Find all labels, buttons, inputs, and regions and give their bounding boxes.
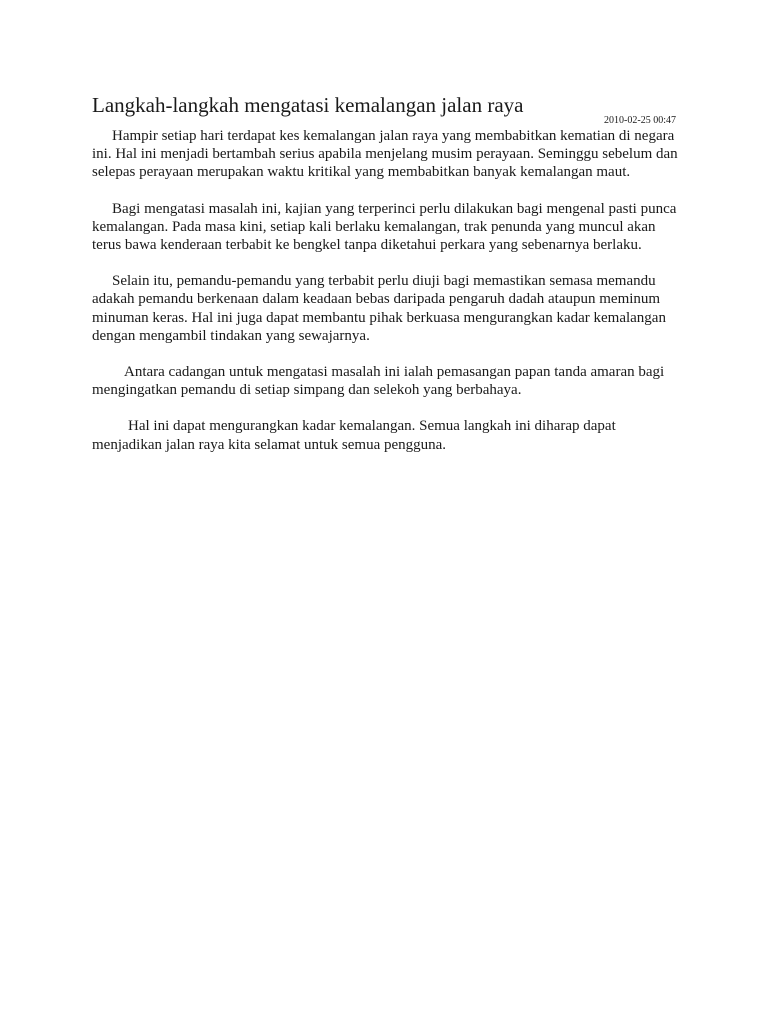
paragraph-4: Antara cadangan untuk mengatasi masalah ini ialah pemasangan papan tanda amaran bagi mengingatkan pemandu di setiap simpang dan selekoh yang berbahaya.	[92, 364, 665, 399]
post-timestamp: 2010-02-25 00:47	[604, 115, 676, 126]
paragraph-2: Bagi mengatasi masalah ini, kajian yang terperinci perlu dilakukan bagi mengenal pasti punca kemalangan. Pada masa kini, setiap kali berlaku kemalangan, trak penunda yang muncul akan terus bawa kenderaan terbabit ke bengkel tanpa diketahui perkara yang sebenarnya berlaku.	[92, 200, 677, 254]
paragraph-3: Selain itu, pemandu-pemandu yang terbabit perlu diuji bagi memastikan semasa memandu adakah pemandu berkenaan dalam keadaan bebas daripada pengaruh dadah ataupun meminum minuman keras. Hal ini juga dapat membantu pihak berkuasa mengurangkan kadar kemalangan dengan mengambil tindakan yang sewajarnya.	[92, 273, 666, 344]
document-body	[92, 127, 682, 472]
paragraph-1: Hampir setiap hari terdapat kes kemalangan jalan raya yang membabitkan kematian di negara ini. Hal ini menjadi bertambah serius apabila menjelang musim perayaan. Seminggu sebelum dan selepas perayaan merupakan waktu kritikal yang membabitkan banyak kemalangan maut.	[92, 128, 678, 181]
document-title: Langkah-langkah mengatasi kemalangan jalan raya	[92, 93, 524, 117]
paragraph-5: Hal ini dapat mengurangkan kadar kemalangan. Semua langkah ini diharap dapat menjadikan jalan raya kita selamat untuk semua pengguna.	[92, 418, 616, 453]
